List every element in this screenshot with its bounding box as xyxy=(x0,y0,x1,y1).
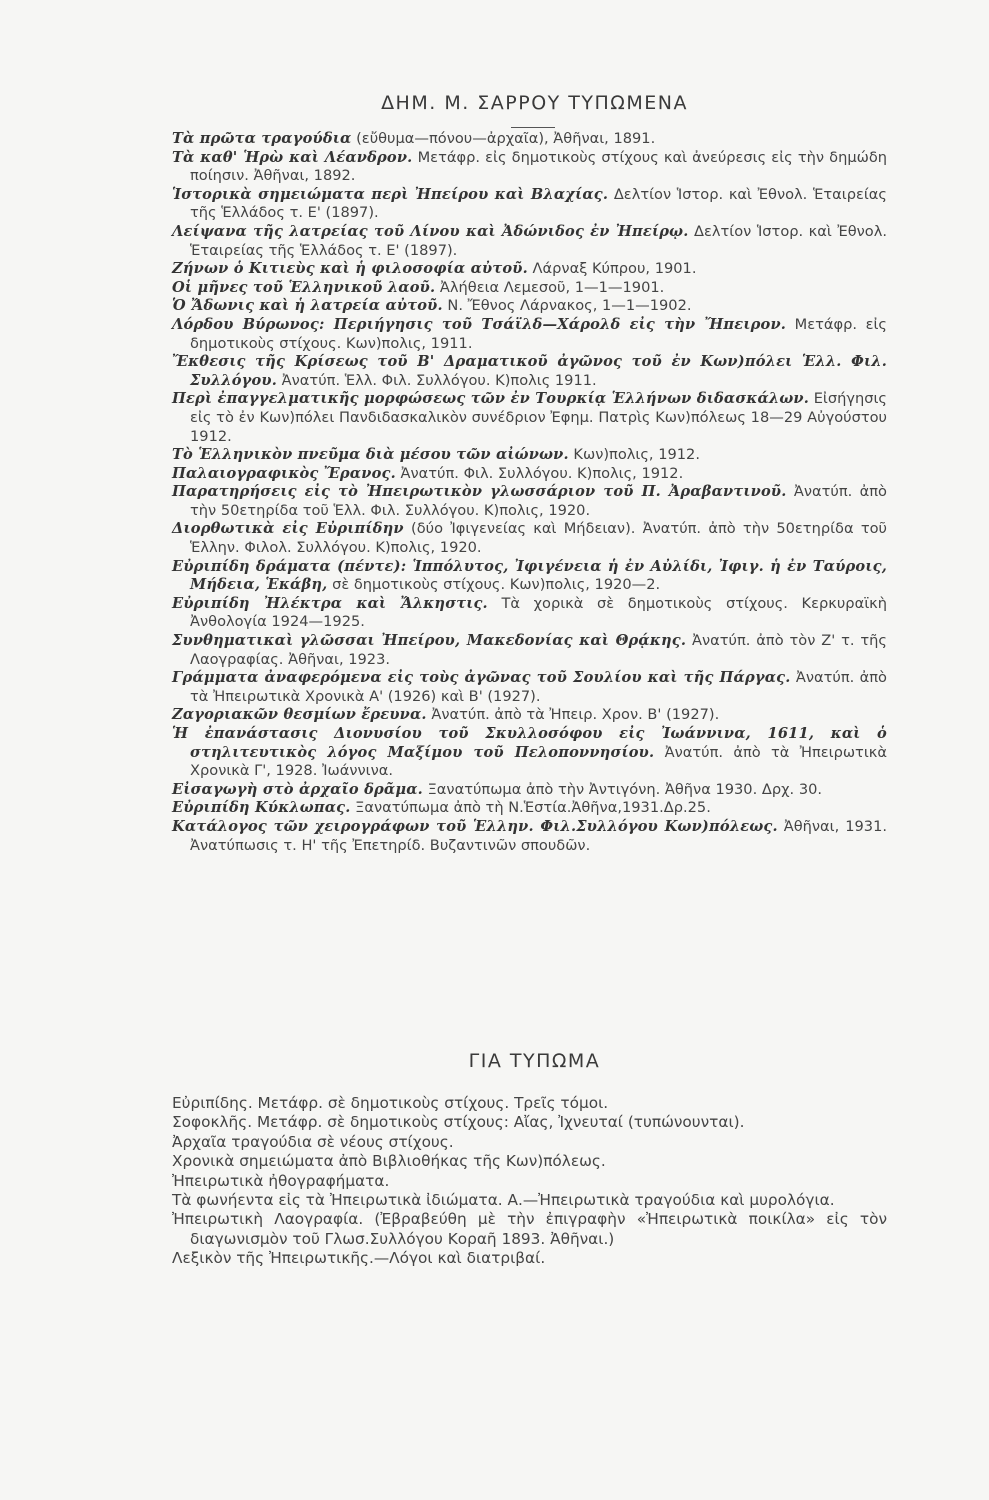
work-title: Διορθωτικὰ εἰς Εὐριπίδην xyxy=(172,520,404,538)
list-item xyxy=(172,706,887,725)
work-title: Γράμματα ἀναφερόμενα εἰς τοὺς ἀγῶνας τοῦ Σουλίου καὶ τῆς Πάργας. xyxy=(172,669,791,687)
work-details: Λεξικὸν τῆς Ἠπειρωτικῆς.—Λόγοι καὶ διατριβαί. xyxy=(172,1249,546,1268)
work-details: Ἠπειρωτικὰ ἠθογραφήματα. xyxy=(172,1171,390,1190)
list-item xyxy=(172,1133,887,1152)
work-details: Ἀνατύπ. ἀπὸ τὰ Ἠπειρωτικὰ Χρονικὰ Γ', 1928. Ἰωάννινα. xyxy=(190,743,887,780)
work-details: Τὰ χορικὰ σὲ δημοτικοὺς στίχους. Κερκυραϊκὴ Ἀνθολογία 1924—1925. xyxy=(190,594,887,631)
work-details: Ξανατύπωμα ἀπὸ τὴν Ἀντιγόνη. Ἀθῆνα 1930. Δρχ. 30. xyxy=(422,780,823,798)
work-title: Εἰσαγωγὴ στὸ ἀρχαῖο δρᾶμα. xyxy=(172,780,423,798)
list-item xyxy=(172,1152,887,1171)
list-item xyxy=(172,1094,887,1113)
work-details: Μετάφρ. εἰς δημοτικοὺς στίχους. Κων)πολις, 1911. xyxy=(190,315,887,352)
list-item xyxy=(172,818,887,855)
work-details: Χρονικὰ σημειώματα ἀπὸ Βιβλιοθήκας τῆς Κων)πόλεως. xyxy=(172,1152,606,1171)
work-details: Ξανατύπωμα ἀπὸ τὴ Ν.Ἑστία.Ἀθῆνα,1931.Δρ.25. xyxy=(350,799,711,817)
work-title: Παλαιογραφικὸς Ἔρανος. xyxy=(172,464,396,482)
list-item xyxy=(172,390,887,446)
work-title: Λόρδου Βύρωνος: Περιήγησις τοῦ Τσάϊλδ—Χάρολδ εἰς τὴν Ἤπειρον. xyxy=(172,315,787,333)
work-details: Ν. Ἔθνος Λάρνακος, 1—1—1902. xyxy=(442,297,692,315)
work-details: Εὐριπίδης. Μετάφρ. σὲ δημοτικοὺς στίχους. Τρεῖς τόμοι. xyxy=(172,1094,609,1112)
work-details: Λάρναξ Κύπρου, 1901. xyxy=(527,260,697,278)
work-title: Ἱστορικὰ σημειώματα περὶ Ἠπείρου καὶ Βλαχίας. xyxy=(172,185,609,203)
list-item xyxy=(172,632,887,669)
work-details: Σοφοκλῆς. Μετάφρ. σὲ δημοτικοὺς στίχους: Αἴας, Ἰχνευταί (τυπώνουνται). xyxy=(172,1113,745,1132)
list-item xyxy=(172,316,887,353)
work-details: Ἀνατύπ. ἀπὸ τὰ Ἠπειρωτικὰ Χρονικὰ Α' (1926) καὶ Β' (1927). xyxy=(190,669,887,705)
list-item xyxy=(172,130,887,149)
work-title: Συνθηματικαὶ γλῶσσαι Ἠπείρου, Μακεδονίας καὶ Θρᾴκης. xyxy=(172,632,687,650)
work-title: Ζαγοριακῶν θεσμίων ἔρευνα. xyxy=(172,706,427,724)
work-details: Ἀνατύπ. Φιλ. Συλλόγου. Κ)πολις, 1912. xyxy=(395,464,684,482)
forthcoming-works-list xyxy=(172,1094,887,1269)
work-title: Τὸ Ἑλληνικὸν πνεῦμα διὰ μέσου τῶν αἰώνων. xyxy=(172,446,569,464)
work-title: Εὐριπίδη Κύκλωπας. xyxy=(172,799,351,817)
work-title: Ζήνων ὁ Κιτιεὺς καὶ ἡ φιλοσοφία αὐτοῦ. xyxy=(172,260,528,278)
work-details: σὲ δημοτικοὺς στίχους. Κων)πολις, 1920—2. xyxy=(327,576,661,594)
list-item xyxy=(172,1210,887,1249)
work-title: Ἔκθεσις τῆς Κρίσεως τοῦ Β' Δραματικοῦ ἀγῶνος τοῦ ἐν Κων)πόλει Ἑλλ. Φιλ. Συλλόγου. xyxy=(172,353,887,389)
list-item xyxy=(172,483,887,520)
list-item xyxy=(172,465,887,484)
work-title: Εὐριπίδη Ἠλέκτρα καὶ Ἄλκηστις. xyxy=(172,594,488,612)
work-title: Λείψανα τῆς λατρείας τοῦ Λίνου καὶ Ἀδώνιδος ἐν Ἠπείρῳ. xyxy=(172,222,689,240)
work-title: Περὶ ἐπαγγελματικῆς μορφώσεως τῶν ἐν Τουρκίᾳ Ἑλλήνων διδασκάλων. xyxy=(172,390,810,408)
list-item xyxy=(172,595,887,632)
list-item xyxy=(172,223,887,260)
work-details: Κων)πολις, 1912. xyxy=(568,446,700,464)
page-title: ΔΗΜ. Μ. ΣΑΡΡΟΥ ΤΥΠΩΜΕΝΑ xyxy=(381,92,688,114)
list-item xyxy=(172,1113,887,1132)
work-details: Ἀλήθεια Λεμεσοῦ, 1—1—1901. xyxy=(435,278,665,296)
work-details: Ἀθῆναι, 1931. Ἀνατύπωσις τ. Η' τῆς Ἐπετηρίδ. Βυζαντινῶν σπουδῶν. xyxy=(190,817,887,854)
list-item xyxy=(172,1172,887,1191)
work-details: (εὔθυμα—πόνου—ἀρχαῖα), Ἀθῆναι, 1891. xyxy=(351,130,656,147)
published-works-list xyxy=(172,130,887,855)
list-item xyxy=(172,446,887,465)
list-item xyxy=(172,799,887,818)
list-item xyxy=(172,520,887,557)
work-details: Ἀνατύπ. ἀπὸ τὴν 50ετηρίδα τοῦ Ἑλλ. Φιλ. Συλλόγου. Κ)πολις, 1920. xyxy=(190,483,887,519)
work-title: Ἡ ἐπανάστασις Διονυσίου τοῦ Σκυλλοσόφου εἰς Ἰωάννινα, 1611, καὶ ὁ στηλιτευτικὸς λόγος Μαξίμου τοῦ Πελοποννησίου. xyxy=(172,725,887,761)
work-details: Μετάφρ. εἰς δημοτικοὺς στίχους καὶ ἀνεύρεσις εἰς τὴν δημώδη ποίησιν. Ἀθῆναι, 1892. xyxy=(190,148,888,185)
work-title: Εὐριπίδη δράματα (πέντε): Ἱππόλυτος, Ἰφιγένεια ἡ ἐν Αὐλίδι, Ἰφιγ. ἡ ἐν Ταύροις, Μήδεια, Ἑκάβη, xyxy=(172,557,887,594)
list-item xyxy=(172,297,887,316)
work-details: Ἀνατύπ. ἀπὸ τὰ Ἠπειρ. Χρον. Β' (1927). xyxy=(426,706,720,724)
work-details: Δελτίον Ἱστορ. καὶ Ἐθνολ. Ἑταιρείας τῆς Ἑλλάδος τ. Ε' (1897). xyxy=(190,222,887,259)
list-item xyxy=(172,149,887,186)
title-divider xyxy=(511,127,555,128)
work-title: Τὰ καθ' Ἡρὼ καὶ Λέανδρον. xyxy=(172,148,413,166)
work-details: Ἀρχαῖα τραγούδια σὲ νέους στίχους. xyxy=(172,1132,454,1151)
list-item xyxy=(172,279,887,298)
work-title: Ὁ Ἄδωνις καὶ ἡ λατρεία αὐτοῦ. xyxy=(172,297,443,315)
work-title: Τὰ πρῶτα τραγούδια xyxy=(172,130,352,147)
work-details: Ἠπειρωτικὴ Λαογραφία. (Ἐβραβεύθη μὲ τὴν ἐπιγραφὴν «Ἠπειρωτικὰ ποικίλα» εἰς τὸν διαγωνισμὸν τοῦ Γλωσ.Συλλόγου Κοραῆ 1893. Ἀθῆναι.) xyxy=(172,1210,887,1248)
work-details: Ἀνατύπ. Ἑλλ. Φιλ. Συλλόγου. Κ)πολις 1911. xyxy=(277,371,597,389)
work-title: Οἱ μῆνες τοῦ Ἑλληνικοῦ λαοῦ. xyxy=(172,278,436,296)
work-details: Τὰ φωνήεντα εἰς τὰ Ἠπειρωτικὰ ἰδιώματα. Α.—Ἠπειρωτικὰ τραγούδια καὶ μυρολόγια. xyxy=(172,1191,835,1210)
work-details: (δύο Ἰφιγενείας καὶ Μήδειαν). Ἀνατύπ. ἀπὸ τὴν 50ετηρίδα τοῦ Ἑλλην. Φιλολ. Συλλόγου. Κ)πολις, 1920. xyxy=(190,520,887,557)
list-item xyxy=(172,669,887,706)
section-title-forthcoming: ΓΙΑ ΤΥΠΩΜΑ xyxy=(468,1050,601,1072)
work-details: Ἀνατύπ. ἀπὸ τὸν Ζ' τ. τῆς Λαογραφίας. Ἀθῆναι, 1923. xyxy=(190,632,887,668)
work-title: Παρατηρήσεις εἰς τὸ Ἠπειρωτικὸν γλωσσάριον τοῦ Π. Ἀραβαντινοῦ. xyxy=(172,483,787,501)
list-item xyxy=(172,1249,887,1268)
list-item xyxy=(172,353,887,390)
list-item xyxy=(172,186,887,223)
list-item xyxy=(172,1191,887,1210)
list-item xyxy=(172,725,887,781)
list-item xyxy=(172,558,887,595)
work-title: Κατάλογος τῶν χειρογράφων τοῦ Ἑλλην. Φιλ.Συλλόγου Κων)πόλεως. xyxy=(172,817,778,835)
list-item xyxy=(172,260,887,279)
work-details: Δελτίον Ἱστορ. καὶ Ἐθνολ. Ἑταιρείας τῆς Ἑλλάδος τ. Ε' (1897). xyxy=(190,185,887,222)
list-item xyxy=(172,781,887,800)
work-details: Εἰσήγησις εἰς τὸ ἐν Κων)πόλει Πανδιδασκαλικὸν συνέδριον Ἐφημ. Πατρὶς Κων)πόλεως 18—29 Αὐγούστου 1912. xyxy=(190,390,887,445)
